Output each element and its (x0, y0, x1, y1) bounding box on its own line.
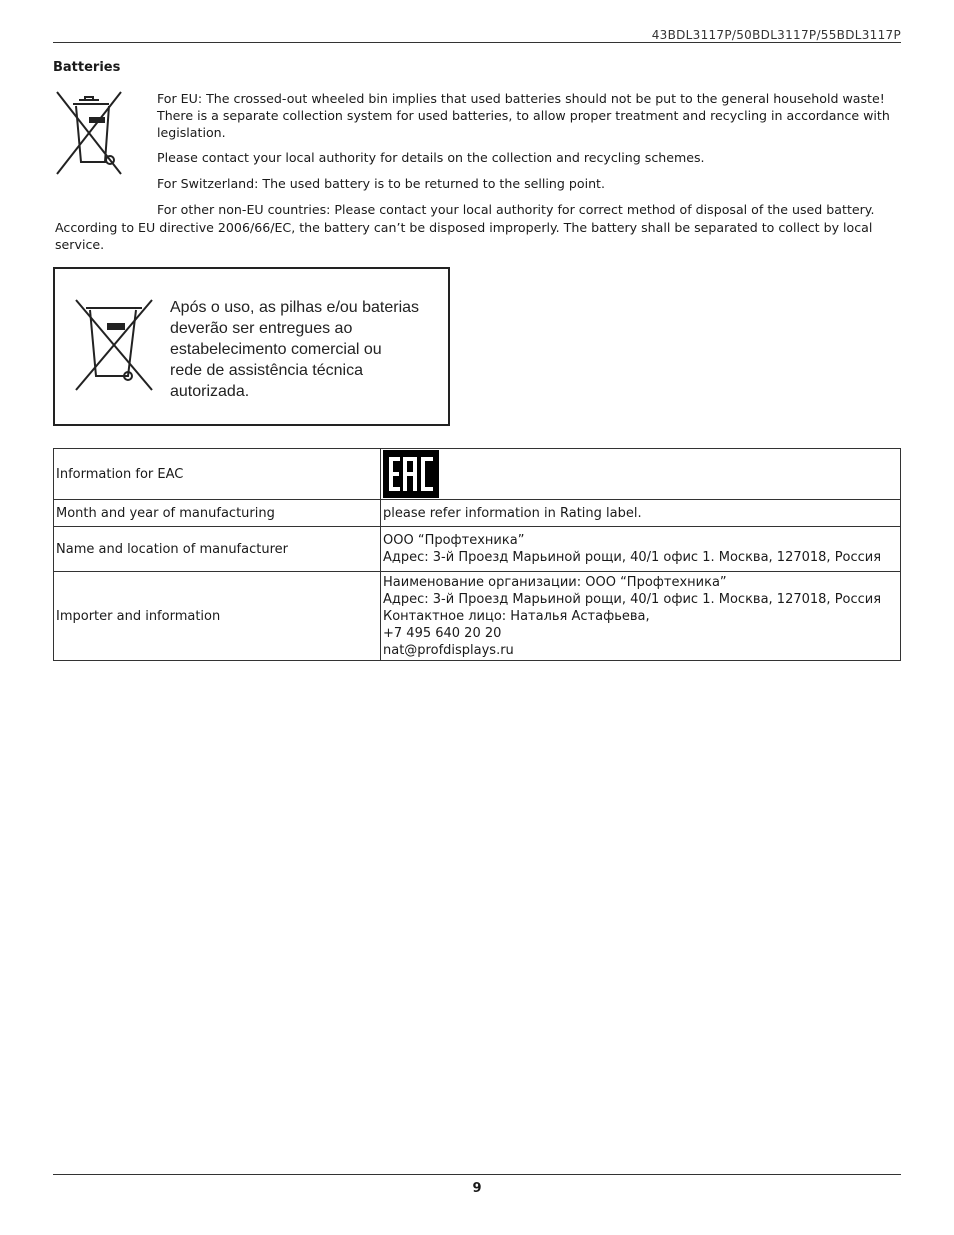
table-label-cell: Importer and information (54, 572, 381, 661)
header-divider (53, 42, 901, 43)
brazil-notice-line: estabelecimento comercial ou (170, 341, 382, 358)
brazil-notice-line: deverão ser entregues ao (170, 320, 353, 337)
importer-line: Наименование организации: ООО “Профтехника” (383, 574, 727, 590)
non-eu-paragraph: For other non-EU countries: Please contact your local authority for correct method of disposal of the used battery. (157, 202, 875, 217)
table-label-cell: Name and location of manufacturer (54, 527, 381, 572)
switzerland-paragraph: For Switzerland: The used battery is to be returned to the selling point. (157, 176, 606, 191)
footer-divider (53, 1174, 901, 1175)
table-value-cell: please refer information in Rating label. (381, 500, 901, 527)
crossed-wheeled-bin-icon (53, 88, 125, 178)
brazil-notice-line: Após o uso, as pilhas e/ou baterias (170, 299, 420, 316)
table-label-cell: Month and year of manufacturing (54, 500, 381, 527)
table-row (54, 527, 901, 572)
table-label-cell: Information for EAC (54, 449, 381, 500)
brazil-notice-line: rede de assistência técnica (170, 362, 363, 379)
contact-authority-paragraph: Please contact your local authority for details on the collection and recycling schemes. (157, 150, 705, 165)
eac-information-table (53, 448, 901, 661)
importer-line: Контактное лицо: Наталья Астафьева, (383, 608, 650, 624)
table-row (54, 449, 901, 500)
brazil-battery-notice-text (170, 297, 446, 402)
importer-line: nat@profdisplays.ru (383, 642, 514, 658)
importer-line: +7 495 640 20 20 (383, 625, 502, 641)
manufacturer-line: Адрес: 3-й Проезд Марьиной рощи, 40/1 офис 1. Москва, 127018, Россия (383, 550, 882, 565)
eu-directive-paragraph: According to EU directive 2006/66/EC, the battery can’t be disposed improperly. The battery shall be separated to collect by local service. (55, 220, 873, 252)
manufacturer-line: ООО “Профтехника” (383, 533, 525, 548)
eu-disposal-paragraph: For EU: The crossed-out wheeled bin implies that used batteries should not be put to the general household waste! There is a separate collection system for used batteries, to allow proper treatment and recycling in accordance with legislation. (157, 91, 890, 140)
table-value-cell (381, 527, 901, 572)
importer-line: Адрес: 3-й Проезд Марьиной рощи, 40/1 офис 1. Москва, 127018, Россия (383, 591, 882, 607)
table-value-cell (381, 449, 901, 500)
section-title-batteries: Batteries (53, 60, 121, 75)
crossed-bin-icon (72, 296, 156, 392)
page-number: 9 (472, 1181, 482, 1196)
table-row (54, 500, 901, 527)
brazil-notice-line: autorizada. (170, 383, 250, 400)
document-model-header: 43BDL3117P/50BDL3117P/55BDL3117P (651, 28, 901, 42)
table-value-cell (381, 572, 901, 661)
table-row (54, 572, 901, 661)
eac-mark-icon (383, 450, 439, 498)
